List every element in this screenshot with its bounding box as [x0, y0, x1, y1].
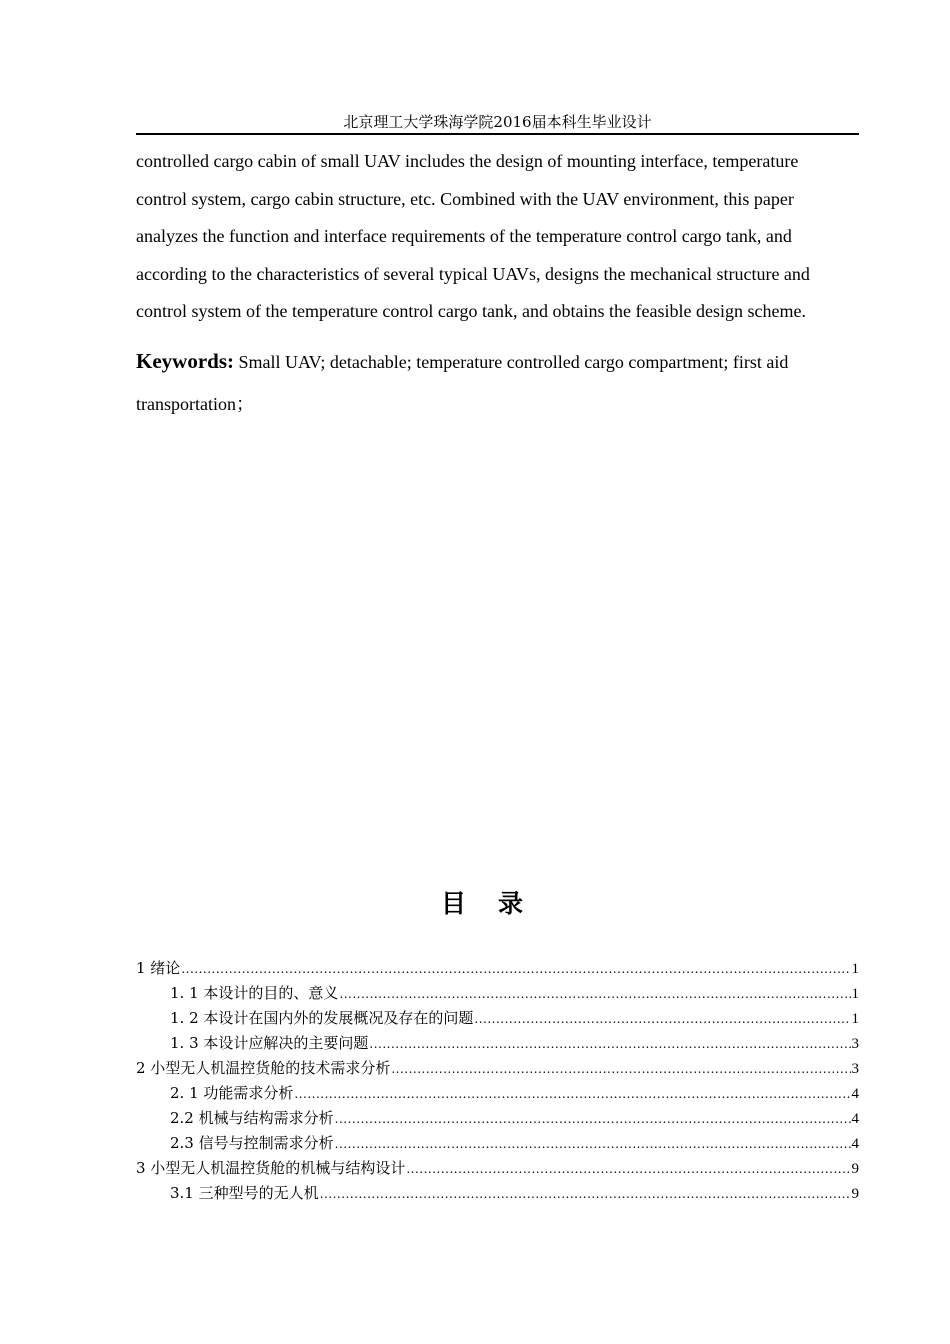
toc-page-number: 4	[851, 1136, 859, 1152]
toc-dot-leader	[294, 1082, 850, 1107]
toc-entry[interactable]	[136, 1106, 859, 1131]
toc-entry[interactable]	[136, 1156, 859, 1181]
abstract-line: control system, cargo cabin structure, etc. Combined with the UAV environment, this paper	[136, 188, 794, 209]
toc-dot-leader	[335, 1132, 851, 1157]
toc-dot-leader	[335, 1107, 851, 1132]
toc-entry-text: 2. 1 功能需求分析	[170, 1084, 294, 1102]
page-header: 北京理工大学珠海学院2016届本科生毕业设计	[343, 113, 652, 131]
toc-entry[interactable]	[136, 1081, 859, 1106]
toc-entry[interactable]	[136, 1181, 859, 1206]
toc-dot-leader	[320, 1182, 851, 1207]
toc-page-number: 1	[851, 1011, 859, 1027]
toc-dot-leader	[474, 1007, 850, 1032]
keywords-text: Small UAV; detachable; temperature controlled cargo compartment; first aid	[234, 352, 789, 372]
toc-entry-text: 2.3 信号与控制需求分析	[170, 1134, 334, 1152]
toc-page-number: 1	[851, 961, 859, 977]
abstract-body	[136, 143, 866, 331]
toc-page-number: 1	[851, 986, 859, 1002]
abstract-line: analyzes the function and interface requirements of the temperature control cargo tank, and	[136, 226, 792, 246]
toc-entry-text: 2 小型无人机温控货舱的技术需求分析	[136, 1059, 391, 1077]
toc-entry-text: 1. 3 本设计应解决的主要问题	[170, 1034, 369, 1052]
toc-entry-text: 2.2 机械与结构需求分析	[170, 1109, 334, 1127]
toc-entry-text: 1 绪论	[136, 959, 181, 977]
abstract-line: according to the characteristics of several typical UAVs, designs the mechanical structure and	[136, 263, 810, 284]
toc-entry[interactable]	[136, 1131, 859, 1156]
toc-page-number: 9	[851, 1186, 859, 1202]
toc-entry-text: 3.1 三种型号的无人机	[170, 1184, 319, 1202]
abstract-line: control system of the temperature control cargo tank, and obtains the feasible design scheme.	[136, 301, 806, 321]
toc-page-number: 3	[851, 1036, 859, 1052]
toc-page-number: 9	[851, 1161, 859, 1177]
abstract-line: controlled cargo cabin of small UAV includes the design of mounting interface, temperature	[136, 151, 799, 171]
toc-dot-leader	[339, 982, 850, 1007]
toc-page-number: 4	[851, 1086, 859, 1102]
toc-page-number: 3	[851, 1061, 859, 1077]
toc-entry[interactable]	[136, 981, 859, 1006]
toc-page-number: 4	[851, 1111, 859, 1127]
toc-dot-leader	[406, 1157, 850, 1182]
toc-entry[interactable]	[136, 1056, 859, 1081]
header-rule	[136, 133, 859, 135]
toc-title: 目录	[440, 889, 555, 918]
toc-dot-leader	[181, 957, 850, 982]
toc-dot-leader	[369, 1032, 850, 1057]
keywords-line-1	[136, 340, 866, 383]
toc-entry-text: 1. 1 本设计的目的、意义	[170, 984, 339, 1002]
toc-entry[interactable]	[136, 956, 859, 981]
toc-entry-text: 3 小型无人机温控货舱的机械与结构设计	[136, 1159, 406, 1177]
toc-entry-text: 1. 2 本设计在国内外的发展概况及存在的问题	[170, 1009, 474, 1027]
table-of-contents	[136, 956, 859, 1206]
toc-entry[interactable]	[136, 1031, 859, 1056]
keywords-label: Keywords:	[136, 349, 234, 373]
toc-entry[interactable]	[136, 1006, 859, 1031]
keywords-line-2: transportation；	[136, 394, 254, 414]
keywords-block	[136, 340, 866, 426]
toc-dot-leader	[391, 1057, 850, 1082]
